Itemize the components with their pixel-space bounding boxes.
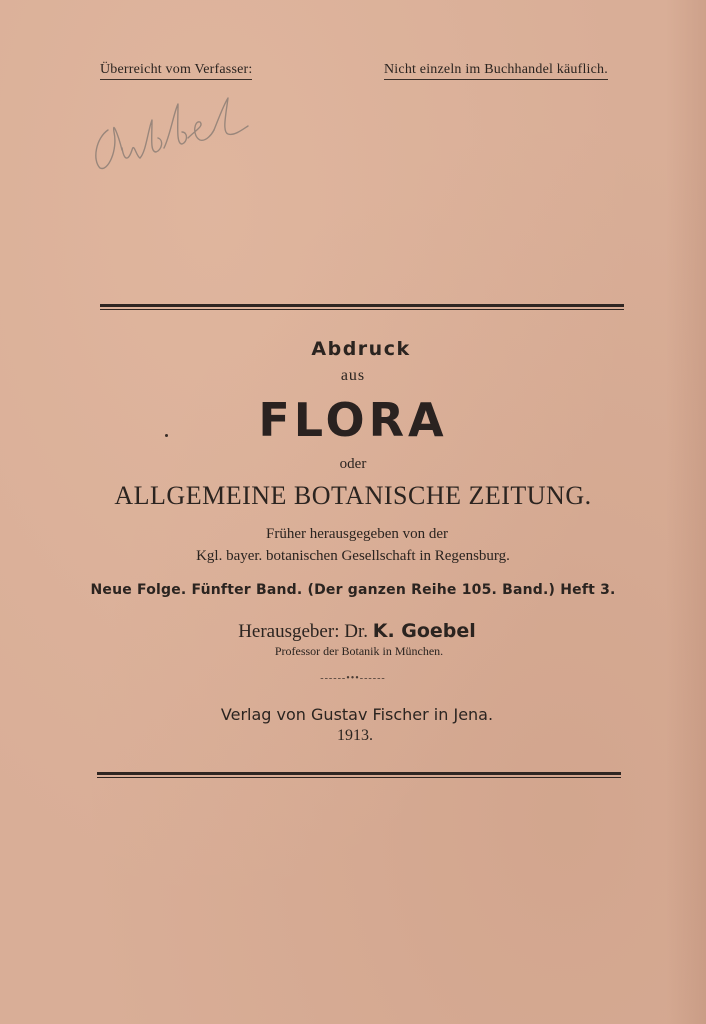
paper-edge-shade xyxy=(666,0,706,1024)
reprint-label: Abdruck xyxy=(311,338,411,360)
handwritten-signature xyxy=(88,90,258,180)
journal-title: FLORA xyxy=(258,393,448,447)
top-double-rule xyxy=(100,304,624,310)
ornament-divider: ------•••------ xyxy=(320,673,386,684)
author-presentation-note: Überreicht vom Verfasser: xyxy=(100,62,252,80)
from-label: aus xyxy=(340,367,366,384)
editor-line xyxy=(4,620,706,643)
paper-speck xyxy=(165,434,168,437)
former-publisher-line-2: Kgl. bayer. botanischen Gesellschaft in Regensburg. xyxy=(196,548,510,564)
editor-label: Herausgeber: Dr. xyxy=(238,621,368,642)
series-volume-info: Neue Folge. Fünfter Band. (Der ganzen Reihe 105. Band.) Heft 3. xyxy=(90,582,616,598)
editor-title: Professor der Botanik in München. xyxy=(274,644,444,658)
publication-year: 1913. xyxy=(337,727,373,744)
or-label: oder xyxy=(339,456,367,472)
journal-subtitle: ALLGEMEINE BOTANISCHE ZEITUNG. xyxy=(114,481,592,510)
editor-name: K. Goebel xyxy=(372,620,476,642)
publisher-line: Verlag von Gustav Fischer in Jena. xyxy=(220,705,494,724)
bottom-double-rule xyxy=(97,772,621,778)
former-publisher-line-1: Früher herausgegeben von der xyxy=(265,526,448,542)
not-for-sale-note: Nicht einzeln im Buchhandel käuflich. xyxy=(384,62,608,80)
